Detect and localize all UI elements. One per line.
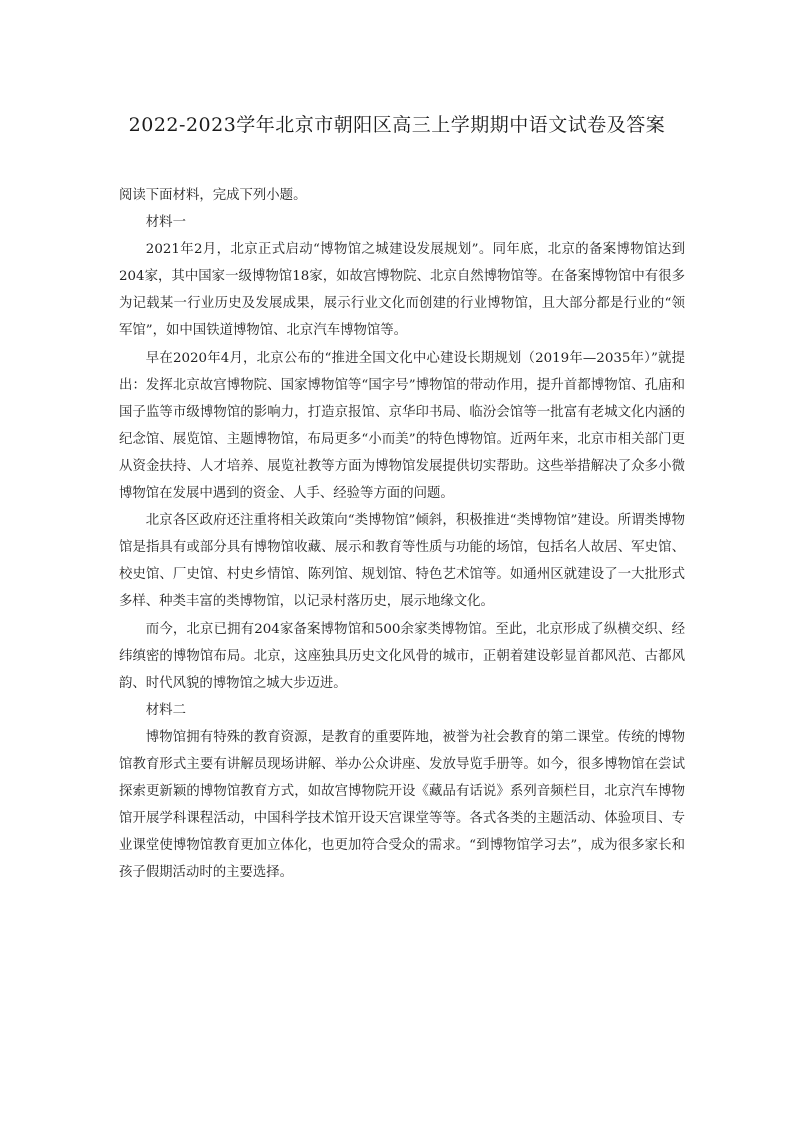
material1-paragraph: 而今，北京已拥有204家备案博物馆和500余家类博物馆。至此，北京形成了纵横交织、经纬缜密的博物馆布局。北京，这座独具历史文化风骨的城市，正朝着建设彰显首都风范、古都风韵、时代风貌的博物馆之城大步迈进。 [119,621,685,691]
document-body [119,182,685,886]
material2-paragraph: 博物馆拥有特殊的教育资源，是教育的重要阵地，被誉为社会教育的第二课堂。传统的博物馆教育形式主要有讲解员现场讲解、举办公众讲座、发放导览手册等。如今，很多博物馆在尝试探索更新颖的博物馆教育方式，如故宫博物院开设《藏品有话说》系列音频栏目，北京汽车博物馆开展学科课程活动，中国科学技术馆开设天宫课堂等等。各式各类的主题活动、体验项目、专业课堂使博物馆教育更加立体化，也更加符合受众的需求。“到博物馆学习去”，成为很多家长和孩子假期活动时的主要选择。 [119,729,685,881]
material1-paragraph: 北京各区政府还注重将相关政策向“类博物馆”倾斜，积极推进“类博物馆”建设。所谓类博物馆是指具有或部分具有博物馆收藏、展示和教育等性质与功能的场馆，包括名人故居、军史馆、校史馆、厂史馆、村史乡情馆、陈列馆、规划馆、特色艺术馆等。如通州区就建设了一大批形式多样、种类丰富的类博物馆，以记录村落历史，展示地缘文化。 [119,513,685,610]
document-title: 2022-2023学年北京市朝阳区高三上学期期中语文试卷及答案 [128,114,666,136]
material2-heading: 材料二 [145,702,186,718]
material1-paragraph: 早在2020年4月，北京公布的“推进全国文化中心建设长期规划（2019年—2035年）”就提出：发挥北京故宫博物院、国家博物馆等“国字号”博物馆的带动作用，提升首都博物馆、孔庙和国子监等市级博物馆的影响力，打造京报馆、京华印书局、临汾会馆等一批富有老城文化内涵的纪念馆、展览馆、主题博物馆，布局更多“小而美”的特色博物馆。近两年来，北京市相关部门更从资金扶持、人才培养、展览社教等方面为博物馆发展提供切实帮助。这些举措解决了众多小微博物馆在发展中遇到的资金、人手、经验等方面的问题。 [119,350,685,502]
instruction-text: 阅读下面材料，完成下列小题。 [119,188,307,203]
material1-paragraph: 2021年2月，北京正式启动“博物馆之城建设发展规划”。同年底，北京的备案博物馆达到204家，其中国家一级博物馆18家，如故宫博物院、北京自然博物馆等。在备案博物馆中有很多为记载某一行业历史及发展成果，展示行业文化而创建的行业博物馆，且大部分都是行业的“领军馆”，如中国铁道博物馆、北京汽车博物馆等。 [119,242,685,339]
material1-heading: 材料一 [145,215,186,231]
